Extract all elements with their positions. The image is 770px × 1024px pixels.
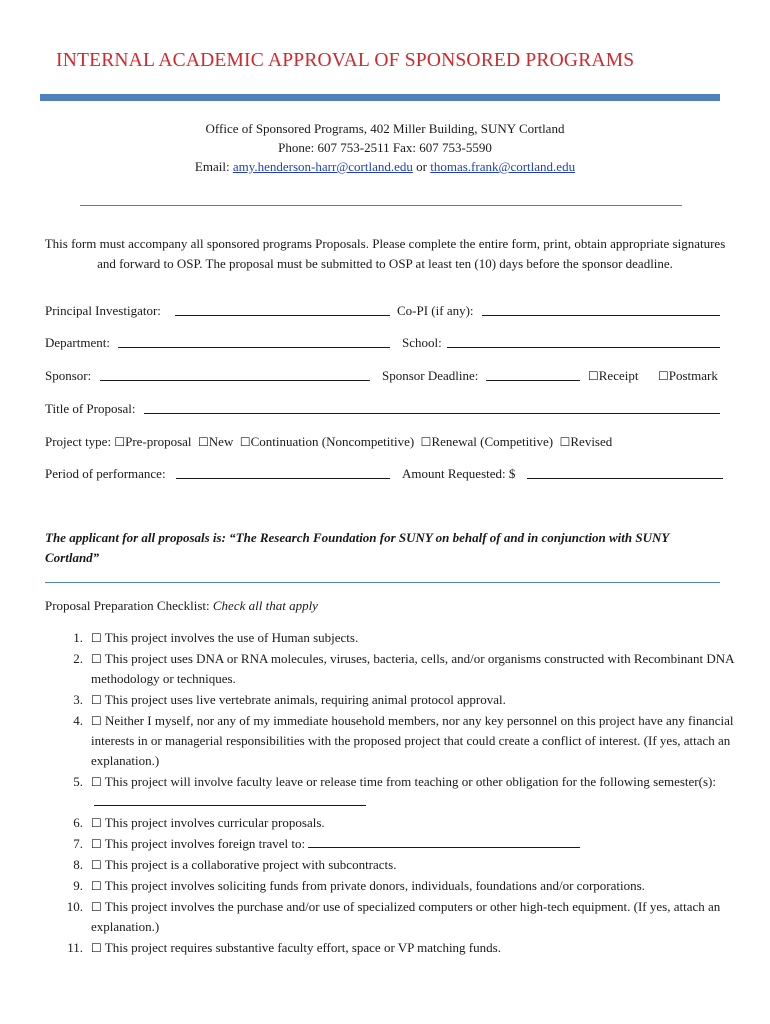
checklist-item-3	[45, 690, 735, 710]
school-label: School:	[402, 335, 442, 350]
office-email-line	[0, 157, 770, 176]
school-field[interactable]	[447, 347, 720, 348]
email-prefix: Email:	[194, 159, 233, 174]
pre-proposal-label: Pre-proposal	[125, 434, 192, 449]
checklist-item-6	[45, 813, 735, 833]
applicant-divider	[45, 582, 720, 583]
semester-field[interactable]	[94, 805, 366, 806]
renewal-label: Renewal (Competitive)	[431, 434, 554, 449]
title-divider	[40, 94, 720, 101]
sponsor-label: Sponsor:	[45, 368, 92, 383]
revised-checkbox[interactable]: ☐	[559, 435, 571, 449]
office-address: Office of Sponsored Programs, 402 Miller Building, SUNY Cortland	[205, 121, 565, 136]
item-text: This project involves curricular proposals.	[104, 815, 325, 830]
item-text: This project requires substantive faculty effort, space or VP matching funds.	[104, 940, 501, 955]
item-text: This project is a collaborative project with subcontracts.	[104, 857, 397, 872]
proposal-title-field[interactable]	[144, 413, 720, 414]
item-text: This project uses DNA or RNA molecules, viruses, bacteria, cells, and/or organisms constructed with Recombinant DNA methodology or techniques.	[91, 651, 734, 686]
postmark-checkbox[interactable]: ☐	[658, 369, 669, 383]
checklist-item-9	[45, 876, 735, 896]
checklist-heading	[45, 598, 318, 614]
pre-proposal-checkbox[interactable]: ☐	[114, 435, 126, 449]
checklist-item-7	[45, 834, 735, 854]
item-number: 5.	[73, 774, 83, 789]
receipt-label: Receipt	[598, 368, 639, 383]
department-field[interactable]	[118, 347, 390, 348]
intro-text: This form must accompany all sponsored programs Proposals. Please complete the entire form, print, obtain appropriate signatures and forward to OSP. The proposal must be submitted to OSP at least ten (10) days before the sponsor deadline.	[44, 236, 726, 271]
item-number: 9.	[73, 878, 83, 893]
checklist	[45, 628, 735, 958]
item-5-checkbox[interactable]: ☐	[91, 775, 102, 789]
pi-label: Principal Investigator:	[45, 303, 161, 318]
item-text: This project will involve faculty leave or release time from teaching or other obligation for the following semester(s):	[104, 774, 716, 789]
travel-destination-field[interactable]	[308, 847, 580, 848]
period-field[interactable]	[176, 478, 390, 479]
form-title: INTERNAL ACADEMIC APPROVAL OF SPONSORED PROGRAMS	[56, 50, 635, 71]
project-type-label: Project type:	[45, 434, 112, 449]
item-3-checkbox[interactable]: ☐	[91, 693, 102, 707]
checklist-item-1	[45, 628, 735, 648]
checklist-item-11	[45, 938, 735, 958]
item-10-checkbox[interactable]: ☐	[91, 900, 102, 914]
item-4-checkbox[interactable]: ☐	[91, 714, 102, 728]
header-divider	[80, 205, 682, 206]
item-number: 3.	[73, 692, 83, 707]
receipt-option[interactable]	[588, 368, 638, 384]
checklist-item-10	[45, 897, 735, 937]
copi-label: Co-PI (if any):	[397, 303, 474, 318]
email-link-thomas[interactable]: thomas.frank@cortland.edu	[430, 159, 576, 174]
item-2-checkbox[interactable]: ☐	[91, 652, 102, 666]
item-text: This project involves soliciting funds from private donors, individuals, foundations and/or corporations.	[104, 878, 645, 893]
item-1-checkbox[interactable]: ☐	[91, 631, 102, 645]
sponsor-deadline-label: Sponsor Deadline:	[382, 368, 479, 383]
checklist-instruction: Check all that apply	[212, 598, 318, 613]
receipt-checkbox[interactable]: ☐	[588, 369, 599, 383]
copi-field[interactable]	[482, 315, 720, 316]
continuation-checkbox[interactable]: ☐	[239, 435, 251, 449]
postmark-label: Postmark	[668, 368, 718, 383]
item-11-checkbox[interactable]: ☐	[91, 941, 102, 955]
item-9-checkbox[interactable]: ☐	[91, 879, 102, 893]
item-number: 8.	[73, 857, 83, 872]
item-number: 7.	[73, 836, 83, 851]
amount-label: Amount Requested: $	[402, 466, 516, 481]
office-phone: Phone: 607 753-2511 Fax: 607 753-5590	[278, 140, 492, 155]
checklist-item-2	[45, 649, 735, 689]
checklist-heading-text: Proposal Preparation Checklist:	[45, 598, 213, 613]
department-label: Department:	[45, 335, 110, 350]
item-number: 1.	[73, 630, 83, 645]
new-label: New	[208, 434, 234, 449]
item-8-checkbox[interactable]: ☐	[91, 858, 102, 872]
item-text: This project involves foreign travel to:	[104, 836, 306, 851]
item-number: 2.	[73, 651, 83, 666]
continuation-label: Continuation (Noncompetitive)	[250, 434, 415, 449]
email-link-amy[interactable]: amy.henderson-harr@cortland.edu	[232, 159, 413, 174]
item-text: This project uses live vertebrate animals, requiring animal protocol approval.	[104, 692, 506, 707]
email-or: or	[412, 159, 431, 174]
project-type-row	[45, 434, 612, 450]
item-6-checkbox[interactable]: ☐	[91, 816, 102, 830]
postmark-option[interactable]	[658, 368, 718, 384]
item-text: This project involves the purchase and/or use of specialized computers or other high-tech equipment. (If yes, attach an explanation.)	[91, 899, 721, 934]
sponsor-field[interactable]	[100, 380, 370, 381]
sponsor-deadline-field[interactable]	[486, 380, 580, 381]
checklist-item-8	[45, 855, 735, 875]
renewal-checkbox[interactable]: ☐	[420, 435, 432, 449]
item-text: This project involves the use of Human subjects.	[104, 630, 359, 645]
item-number: 6.	[73, 815, 83, 830]
checklist-item-5	[45, 772, 735, 812]
item-number: 11.	[67, 940, 83, 955]
applicant-statement: The applicant for all proposals is: “The Research Foundation for SUNY on behalf of and in conjunction with SUNY Cortland”	[45, 530, 669, 565]
new-checkbox[interactable]: ☐	[198, 435, 209, 449]
period-label: Period of performance:	[45, 466, 166, 481]
amount-field[interactable]	[527, 478, 723, 479]
item-number: 4.	[73, 713, 83, 728]
pi-field[interactable]	[175, 315, 390, 316]
proposal-title-label: Title of Proposal:	[45, 401, 136, 416]
item-text: Neither I myself, nor any of my immediate household members, nor any key personnel on this project have any financial interests in or managerial responsibilities with the proposed project that could create a conflict of interest. (If yes, attach an explanation.)	[91, 713, 734, 768]
checklist-item-4	[45, 711, 735, 771]
item-number: 10.	[66, 899, 83, 914]
revised-label: Revised	[570, 434, 613, 449]
item-7-checkbox[interactable]: ☐	[91, 837, 102, 851]
